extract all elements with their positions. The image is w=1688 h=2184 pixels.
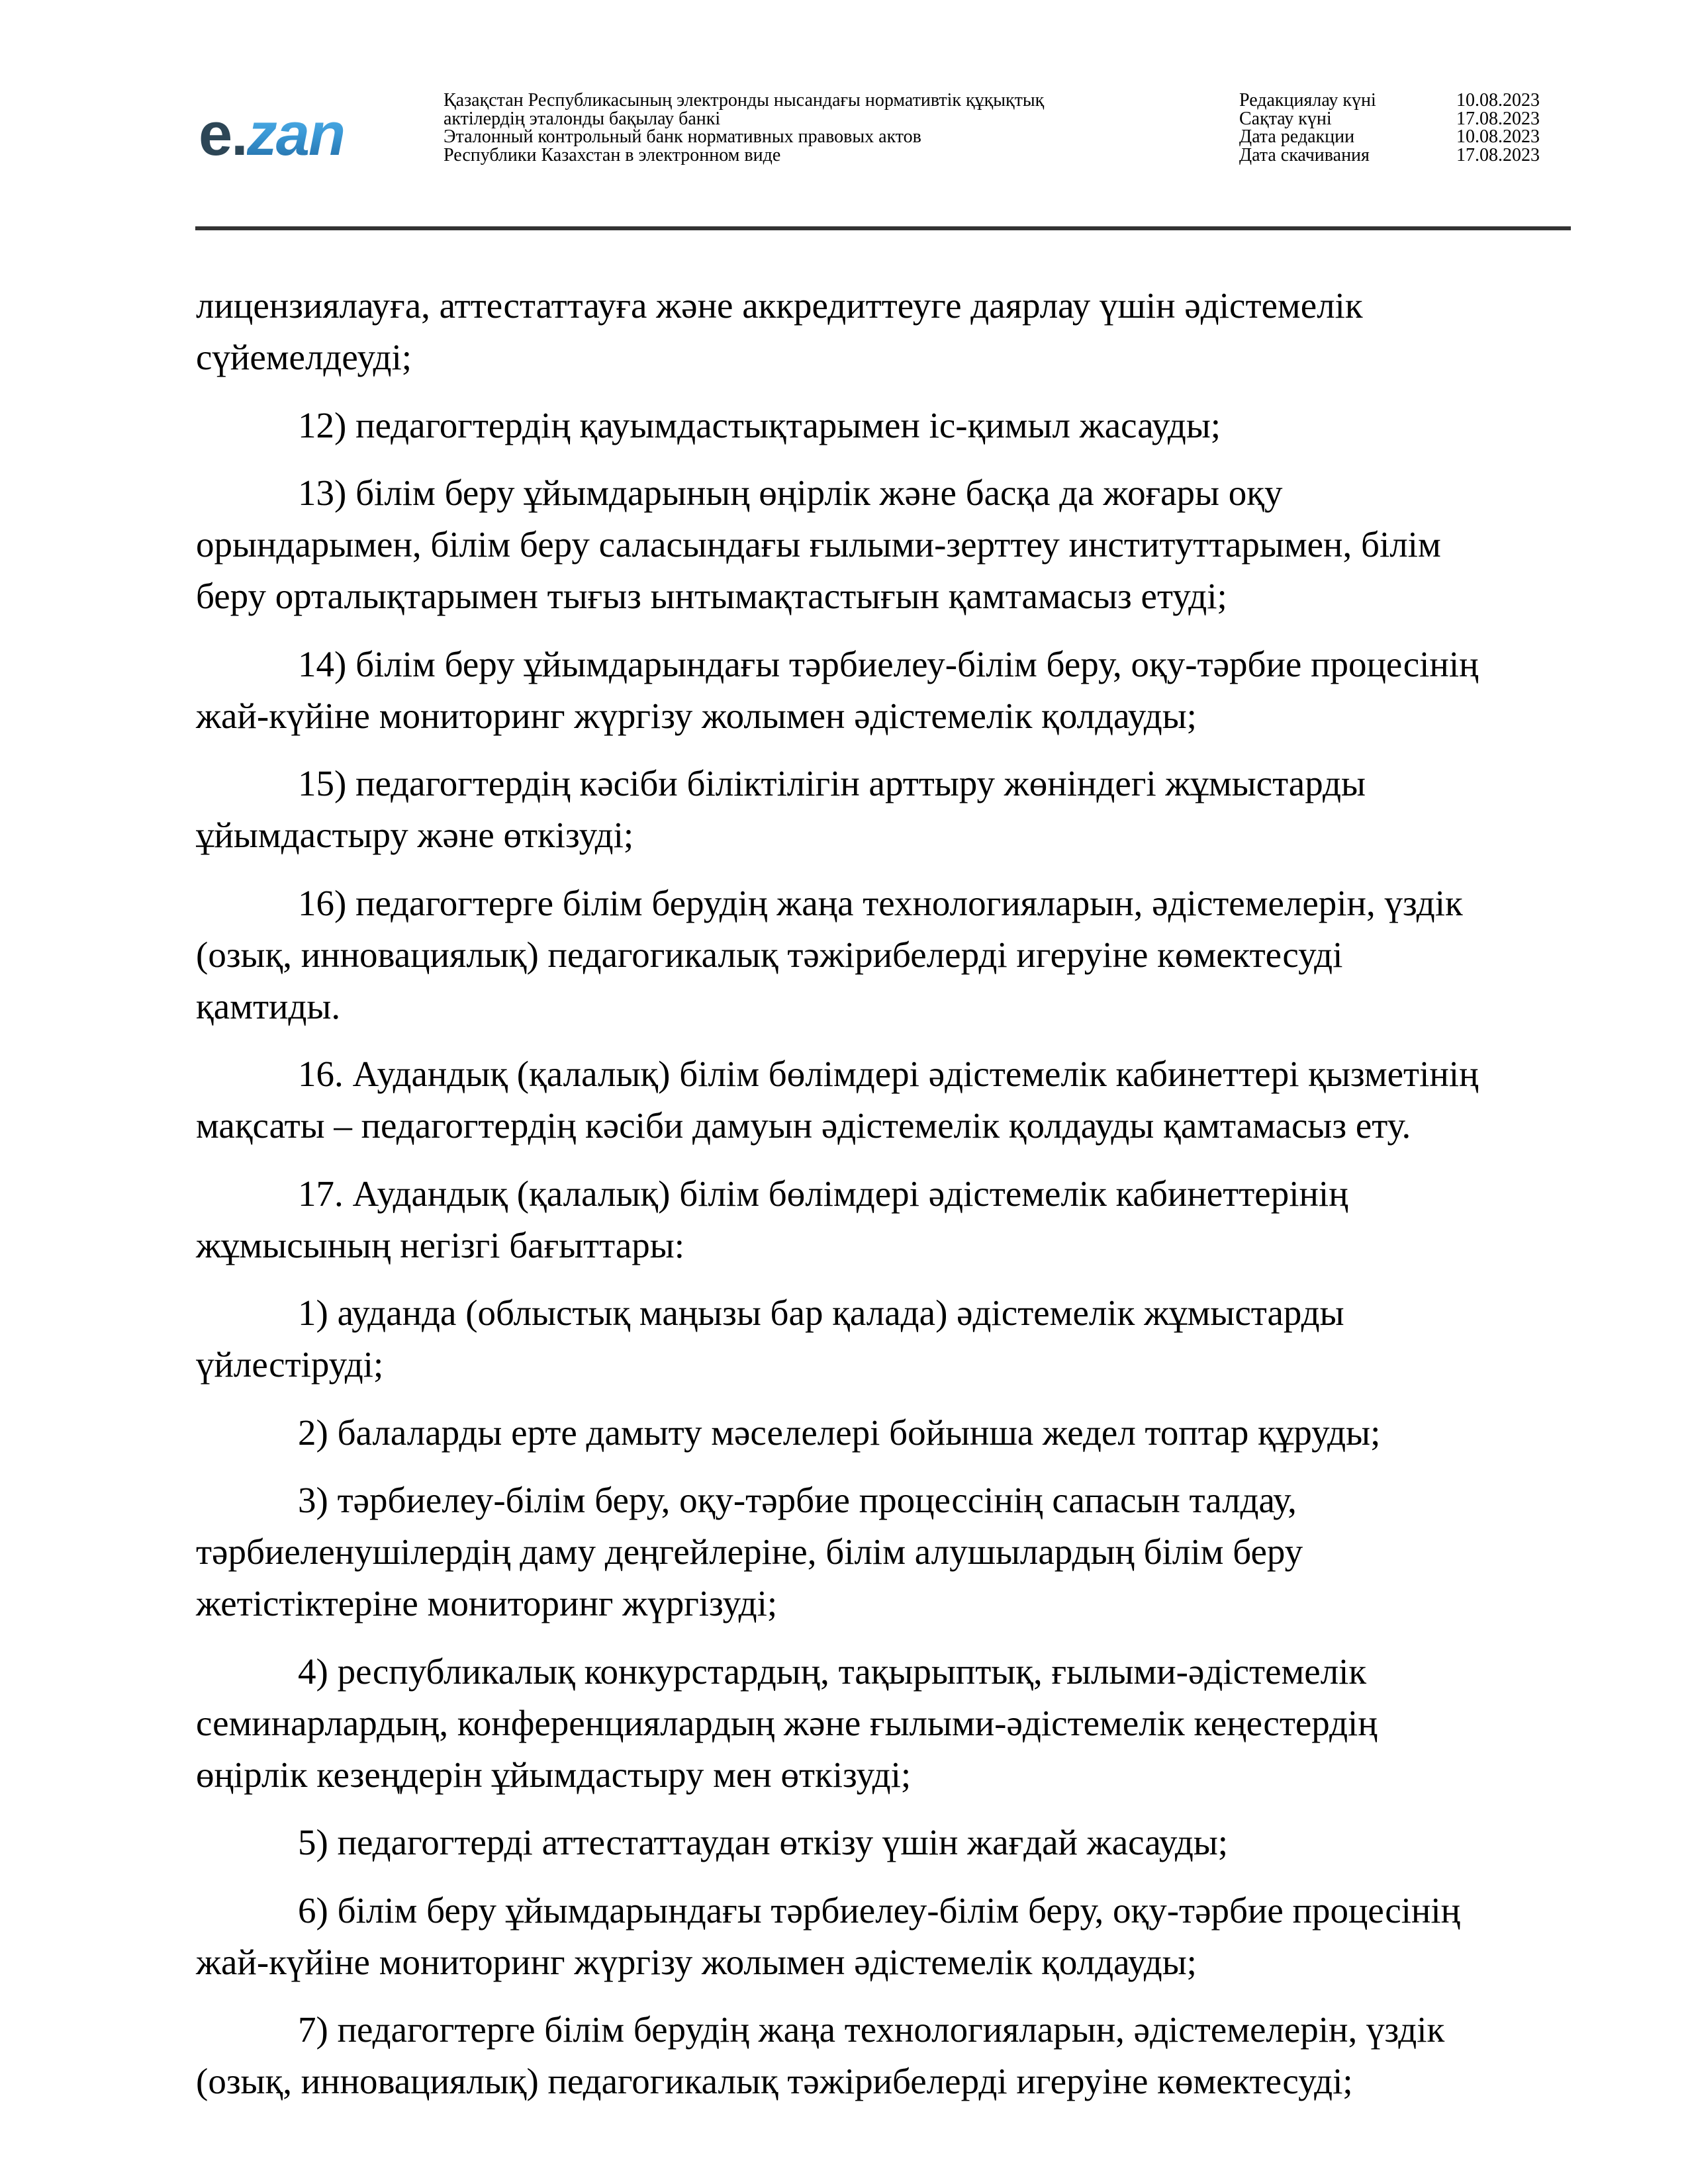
document-paragraph: [196, 280, 1560, 383]
paragraph-line: (озық, инновациялық) педагогикалық тәжірибелерді игеруіне көмектесуді;: [196, 2061, 1353, 2101]
document-paragraph: [196, 1407, 1560, 1459]
meta-label: Дата скачивания: [1239, 144, 1370, 165]
paragraph-line: 5) педагогтерді аттестаттаудан өткізу үшін жағдай жасауды;: [298, 1822, 1229, 1862]
meta-value: 10.08.2023: [1456, 90, 1540, 111]
meta-row-edit-date-ru: [1239, 128, 1540, 146]
document-paragraph: [196, 400, 1560, 451]
paragraph-line: 12) педагогтердің қауымдастықтарымен іс-қимыл жасауды;: [298, 404, 1221, 445]
header-divider: [195, 226, 1571, 230]
document-paragraph: [196, 1885, 1560, 1988]
meta-row-edit-date-kz: [1239, 91, 1540, 110]
meta-value: 10.08.2023: [1456, 126, 1540, 147]
meta-value: 17.08.2023: [1456, 108, 1540, 129]
document-body: [196, 280, 1560, 2124]
document-paragraph: [196, 1048, 1560, 1152]
document-paragraph: [196, 1287, 1560, 1390]
paragraph-line: 16) педагогтерге білім берудің жаңа технологияларын, әдістемелерін, үздік: [298, 882, 1463, 923]
paragraph-line: (озық, инновациялық) педагогикалық тәжірибелерді игеруіне көмектесуді: [196, 934, 1343, 975]
ezan-logo: [199, 101, 345, 168]
paragraph-line: 2) балаларды ерте дамыту мәселелері бойынша жедел топтар құруды;: [298, 1412, 1381, 1453]
paragraph-line: жай-күйіне мониторинг жүргізу жолымен әдістемелік қолдауды;: [196, 1941, 1197, 1982]
paragraph-line: 3) тәрбиелеу-білім беру, оқу-тәрбие процессінің сапасын талдау,: [298, 1480, 1297, 1520]
paragraph-line: 16. Аудандық (қалалық) білім бөлімдері әдістемелік кабинеттері қызметінің: [298, 1054, 1479, 1094]
paragraph-line: семинарлардың, конференциялардың және ғылыми-әдістемелік кеңестердің: [196, 1702, 1378, 1743]
header-description: [444, 91, 1044, 164]
paragraph-line: жетістіктеріне мониторинг жүргізуді;: [196, 1583, 778, 1623]
paragraph-line: орындарымен, білім беру саласындағы ғылыми-зерттеу институттарымен, білім: [196, 524, 1441, 565]
document-paragraph: [196, 1817, 1560, 1868]
header-description-line: актілердің эталонды бақылау банкі: [444, 108, 721, 129]
meta-row-download-date-ru: [1239, 146, 1540, 165]
paragraph-line: өңірлік кезеңдерін ұйымдастыру мен өткізуді;: [196, 1754, 912, 1795]
paragraph-line: 14) білім беру ұйымдарындағы тәрбиелеу-білім беру, оқу-тәрбие процесінің: [298, 643, 1479, 684]
meta-label: Редакциялау күні: [1239, 90, 1376, 111]
document-paragraph: [196, 758, 1560, 861]
document-paragraph: [196, 467, 1560, 622]
paragraph-line: 15) педагогтердің кәсіби біліктілігін арттыру жөніндегі жұмыстарды: [298, 763, 1366, 803]
paragraph-line: 17. Аудандық (қалалық) білім бөлімдері әдістемелік кабинеттерінің: [298, 1173, 1348, 1214]
header-description-line: Республики Казахстан в электронном виде: [444, 144, 781, 165]
paragraph-line: 1) ауданда (облыстық маңызы бар қалада) әдістемелік жұмыстарды: [298, 1293, 1344, 1333]
document-paragraph: [196, 2004, 1560, 2107]
header-description-line: Эталонный контрольный банк нормативных правовых актов: [444, 126, 921, 147]
meta-label: Дата редакции: [1239, 126, 1355, 147]
paragraph-line: қамтиды.: [196, 985, 341, 1026]
paragraph-line: жұмысының негізгі бағыттары:: [196, 1224, 684, 1265]
paragraph-line: 7) педагогтерге білім берудің жаңа технологияларын, әдістемелерін, үздік: [298, 2009, 1445, 2050]
paragraph-line: мақсаты – педагогтердің кәсіби дамуын әдістемелік қолдауды қамтамасыз ету.: [196, 1105, 1411, 1146]
document-paragraph: [196, 1646, 1560, 1801]
paragraph-line: 13) білім беру ұйымдарының өңірлік және басқа да жоғары оқу: [298, 473, 1283, 513]
header-dates: [1239, 91, 1540, 164]
paragraph-line: үйлестіруді;: [196, 1344, 384, 1385]
document-paragraph: [196, 1475, 1560, 1629]
paragraph-line: ұйымдастыру және өткізуді;: [196, 815, 634, 855]
document-paragraph: [196, 1168, 1560, 1271]
paragraph-line: жай-күйіне мониторинг жүргізу жолымен әдістемелік қолдауды;: [196, 695, 1197, 736]
meta-row-save-date-kz: [1239, 110, 1540, 128]
meta-value: 17.08.2023: [1456, 144, 1540, 165]
header-description-line: Қазақстан Республикасының электронды нысандағы нормативтік құқықтық: [444, 90, 1045, 111]
paragraph-line: сүйемелдеуді;: [196, 337, 412, 377]
document-paragraph: [196, 639, 1560, 742]
paragraph-line: 6) білім беру ұйымдарындағы тәрбиелеу-білім беру, оқу-тәрбие процесінің: [298, 1889, 1461, 1931]
meta-label: Сақтау күні: [1239, 108, 1332, 129]
document-paragraph: [196, 878, 1560, 1032]
logo-text-zan: zan: [246, 101, 345, 168]
paragraph-line: 4) республикалық конкурстардың, тақырыптық, ғылыми-әдістемелік: [298, 1651, 1367, 1692]
logo-text-e: e.: [199, 101, 247, 168]
paragraph-line: тәрбиеленушілердің даму деңгейлеріне, білім алушылардың білім беру: [196, 1531, 1303, 1572]
paragraph-line: беру орталықтарымен тығыз ынтымақтастығын қамтамасыз етуді;: [196, 576, 1227, 616]
document-header: [0, 0, 1688, 238]
paragraph-line: лицензиялауға, аттестаттауға және аккредиттеуге даярлау үшін әдістемелік: [196, 285, 1363, 326]
